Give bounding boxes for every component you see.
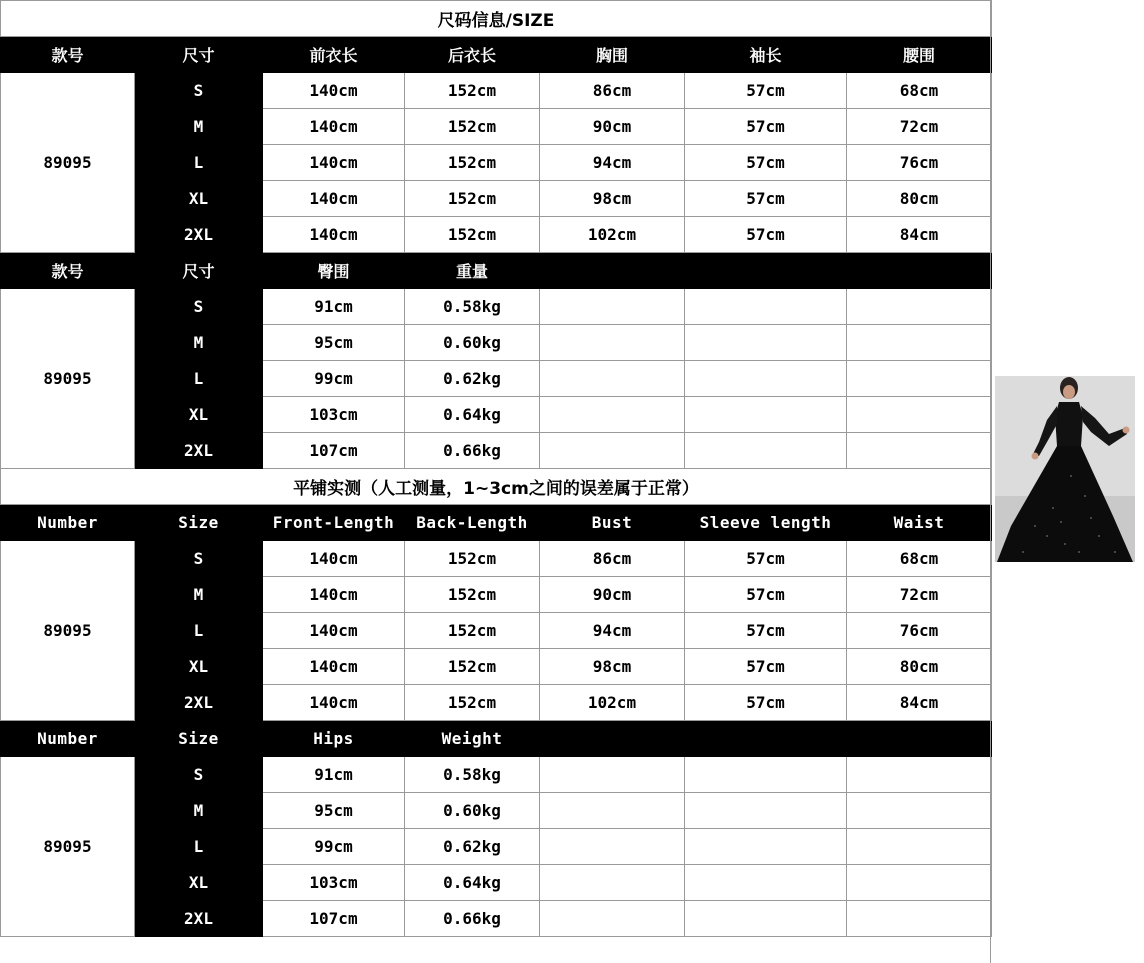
measurement-cell	[540, 325, 685, 361]
measurement-cell: 98cm	[540, 181, 685, 217]
table-row	[1, 613, 992, 649]
size-cell: L	[135, 613, 263, 649]
column-header: 款号	[1, 37, 135, 73]
measurement-cell: 57cm	[685, 73, 847, 109]
measurement-cell: 57cm	[685, 613, 847, 649]
measurement-cell: 152cm	[405, 145, 540, 181]
measurement-cell: 152cm	[405, 541, 540, 577]
measurement-cell: 152cm	[405, 181, 540, 217]
measurement-cell	[847, 793, 992, 829]
size-cell: S	[135, 541, 263, 577]
measurement-cell: 98cm	[540, 649, 685, 685]
measurement-cell	[540, 865, 685, 901]
measurement-cell: 86cm	[540, 541, 685, 577]
size-cell: M	[135, 793, 263, 829]
measurement-cell	[540, 829, 685, 865]
size-cell: XL	[135, 397, 263, 433]
measurement-cell	[540, 289, 685, 325]
size-cell: 2XL	[135, 685, 263, 721]
header-row	[1, 37, 992, 73]
measurement-cell: 86cm	[540, 73, 685, 109]
measurement-cell: 57cm	[685, 541, 847, 577]
table-row	[1, 829, 992, 865]
measurement-cell: 102cm	[540, 217, 685, 253]
table-row	[1, 541, 992, 577]
measurement-cell: 140cm	[263, 145, 405, 181]
table-row	[1, 649, 992, 685]
column-header	[847, 253, 992, 289]
measurement-cell	[847, 901, 992, 937]
measurement-cell: 0.64kg	[405, 865, 540, 901]
measurement-cell	[685, 397, 847, 433]
measurement-cell: 140cm	[263, 577, 405, 613]
measurement-cell: 68cm	[847, 73, 992, 109]
measurement-cell: 76cm	[847, 145, 992, 181]
measurement-cell: 0.58kg	[405, 289, 540, 325]
table-row	[1, 793, 992, 829]
measurement-cell	[847, 361, 992, 397]
product-photo	[995, 376, 1135, 562]
header-row	[1, 721, 992, 757]
measurement-cell: 140cm	[263, 181, 405, 217]
measurement-cell: 152cm	[405, 685, 540, 721]
title-row	[1, 1, 992, 37]
measurement-cell	[685, 757, 847, 793]
column-header: 臀围	[263, 253, 405, 289]
measurement-cell: 80cm	[847, 181, 992, 217]
measurement-cell	[540, 397, 685, 433]
column-header	[847, 721, 992, 757]
style-number-cell: 89095	[1, 757, 135, 937]
measurement-cell: 91cm	[263, 289, 405, 325]
measurement-cell	[540, 793, 685, 829]
header-row	[1, 253, 992, 289]
measurement-cell: 152cm	[405, 649, 540, 685]
column-header: 前衣长	[263, 37, 405, 73]
measurement-cell: 90cm	[540, 109, 685, 145]
column-header: Size	[135, 721, 263, 757]
size-cell: 2XL	[135, 901, 263, 937]
measurement-cell: 152cm	[405, 613, 540, 649]
measurement-cell: 140cm	[263, 685, 405, 721]
measurement-cell	[847, 433, 992, 469]
size-cell: S	[135, 73, 263, 109]
measurement-cell: 140cm	[263, 109, 405, 145]
column-header: Hips	[263, 721, 405, 757]
measurement-cell: 84cm	[847, 217, 992, 253]
measurement-cell: 152cm	[405, 109, 540, 145]
measurement-cell: 0.64kg	[405, 397, 540, 433]
size-cell: 2XL	[135, 433, 263, 469]
measurement-cell	[847, 865, 992, 901]
measurement-cell: 152cm	[405, 577, 540, 613]
measurement-cell: 103cm	[263, 865, 405, 901]
chart-subtitle: 平铺实测（人工测量，1~3cm之间的误差属于正常）	[1, 469, 992, 505]
measurement-cell: 57cm	[685, 577, 847, 613]
measurement-cell	[847, 325, 992, 361]
measurement-cell: 72cm	[847, 577, 992, 613]
black-lace-gown-photo-icon	[995, 376, 1135, 562]
size-cell: M	[135, 325, 263, 361]
measurement-cell	[540, 901, 685, 937]
measurement-cell: 57cm	[685, 217, 847, 253]
measurement-cell: 0.62kg	[405, 829, 540, 865]
table-row	[1, 685, 992, 721]
size-cell: L	[135, 361, 263, 397]
column-header: Weight	[405, 721, 540, 757]
column-header: 尺寸	[135, 253, 263, 289]
size-cell: M	[135, 109, 263, 145]
measurement-cell: 152cm	[405, 73, 540, 109]
column-header: 尺寸	[135, 37, 263, 73]
column-header: 重量	[405, 253, 540, 289]
measurement-cell	[685, 325, 847, 361]
measurement-cell: 102cm	[540, 685, 685, 721]
column-header: 袖长	[685, 37, 847, 73]
measurement-cell: 99cm	[263, 829, 405, 865]
table-row	[1, 181, 992, 217]
table-row	[1, 433, 992, 469]
size-cell: L	[135, 829, 263, 865]
measurement-cell: 57cm	[685, 145, 847, 181]
measurement-cell: 0.66kg	[405, 901, 540, 937]
sheet-right-border	[990, 0, 991, 963]
size-cell: S	[135, 289, 263, 325]
measurement-cell	[685, 901, 847, 937]
table-row	[1, 865, 992, 901]
column-header: Back-Length	[405, 505, 540, 541]
measurement-cell: 140cm	[263, 613, 405, 649]
measurement-cell: 107cm	[263, 901, 405, 937]
measurement-cell: 94cm	[540, 145, 685, 181]
chart-title: 尺码信息/SIZE	[1, 1, 992, 37]
measurement-cell: 140cm	[263, 217, 405, 253]
measurement-cell: 99cm	[263, 361, 405, 397]
measurement-cell	[540, 361, 685, 397]
measurement-cell: 0.60kg	[405, 793, 540, 829]
column-header: Waist	[847, 505, 992, 541]
measurement-cell: 140cm	[263, 649, 405, 685]
measurement-cell: 90cm	[540, 577, 685, 613]
measurement-cell: 0.66kg	[405, 433, 540, 469]
table-row	[1, 361, 992, 397]
style-number-cell: 89095	[1, 289, 135, 469]
measurement-cell: 57cm	[685, 109, 847, 145]
table-row	[1, 289, 992, 325]
column-header	[685, 253, 847, 289]
table-row	[1, 397, 992, 433]
measurement-cell: 57cm	[685, 181, 847, 217]
column-header: 腰围	[847, 37, 992, 73]
measurement-cell	[847, 289, 992, 325]
measurement-cell: 72cm	[847, 109, 992, 145]
table-row	[1, 901, 992, 937]
measurement-cell: 0.60kg	[405, 325, 540, 361]
style-number-cell: 89095	[1, 73, 135, 253]
measurement-cell: 91cm	[263, 757, 405, 793]
measurement-cell: 57cm	[685, 649, 847, 685]
size-cell: M	[135, 577, 263, 613]
column-header	[540, 721, 685, 757]
table-row	[1, 325, 992, 361]
subtitle-row	[1, 469, 992, 505]
measurement-cell	[847, 829, 992, 865]
measurement-cell	[685, 829, 847, 865]
measurement-cell	[685, 361, 847, 397]
size-cell: S	[135, 757, 263, 793]
measurement-cell: 140cm	[263, 541, 405, 577]
table-row	[1, 757, 992, 793]
style-number-cell: 89095	[1, 541, 135, 721]
measurement-cell	[685, 793, 847, 829]
table-row	[1, 145, 992, 181]
column-header: Front-Length	[263, 505, 405, 541]
table-row	[1, 217, 992, 253]
measurement-cell: 80cm	[847, 649, 992, 685]
column-header	[685, 721, 847, 757]
measurement-cell: 94cm	[540, 613, 685, 649]
measurement-cell	[685, 289, 847, 325]
measurement-cell: 0.58kg	[405, 757, 540, 793]
measurement-cell	[847, 397, 992, 433]
measurement-cell	[685, 865, 847, 901]
column-header: 后衣长	[405, 37, 540, 73]
column-header: Size	[135, 505, 263, 541]
measurement-cell	[540, 757, 685, 793]
size-cell: L	[135, 145, 263, 181]
measurement-cell: 103cm	[263, 397, 405, 433]
column-header: Sleeve length	[685, 505, 847, 541]
measurement-cell: 0.62kg	[405, 361, 540, 397]
table-row	[1, 109, 992, 145]
measurement-cell: 95cm	[263, 793, 405, 829]
measurement-cell: 68cm	[847, 541, 992, 577]
measurement-cell: 95cm	[263, 325, 405, 361]
column-header	[540, 253, 685, 289]
size-cell: XL	[135, 865, 263, 901]
column-header: Bust	[540, 505, 685, 541]
measurement-cell: 84cm	[847, 685, 992, 721]
measurement-cell	[685, 433, 847, 469]
measurement-cell: 140cm	[263, 73, 405, 109]
column-header: Number	[1, 721, 135, 757]
header-row	[1, 505, 992, 541]
size-cell: XL	[135, 181, 263, 217]
size-cell: XL	[135, 649, 263, 685]
table-row	[1, 73, 992, 109]
measurement-cell: 57cm	[685, 685, 847, 721]
measurement-cell: 107cm	[263, 433, 405, 469]
column-header: 款号	[1, 253, 135, 289]
column-header: 胸围	[540, 37, 685, 73]
measurement-cell	[847, 757, 992, 793]
measurement-cell	[540, 433, 685, 469]
table-row	[1, 577, 992, 613]
measurement-cell: 152cm	[405, 217, 540, 253]
measurement-cell: 76cm	[847, 613, 992, 649]
size-cell: 2XL	[135, 217, 263, 253]
column-header: Number	[1, 505, 135, 541]
